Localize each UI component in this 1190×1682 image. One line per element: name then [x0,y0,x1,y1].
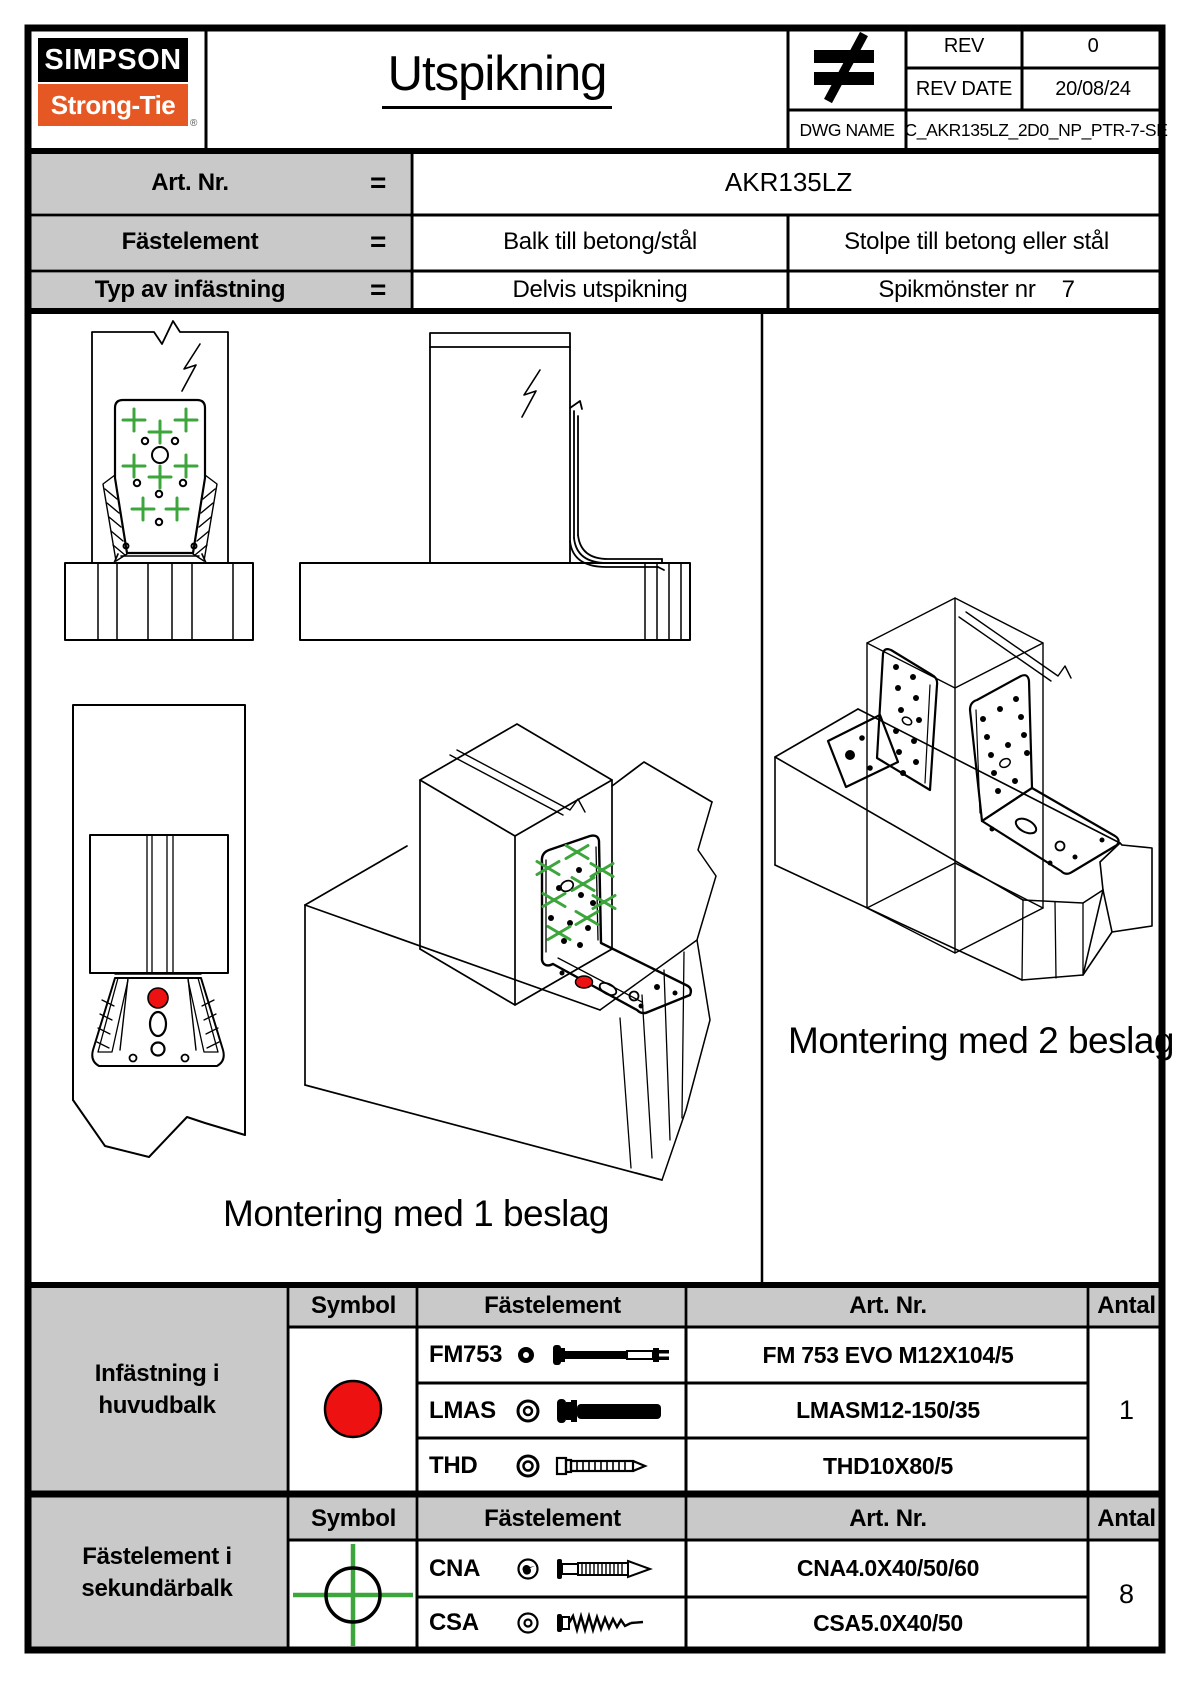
table-secondary-section-cell [28,1496,286,1649]
fastener-code: CSA [429,1609,479,1636]
nail-pattern-number: 7 [1061,276,1075,303]
table-main-header-fastener: Fästelement [484,1291,621,1319]
beam-break-bands [620,952,684,1168]
artnr-row-equals: = [369,167,387,198]
bracket-profile [570,401,664,570]
artnr-row-value: AKR135LZ [724,166,853,197]
rev-value: 0 [1087,35,1099,57]
logo-simpson [38,38,188,82]
table-row [421,1438,692,1494]
table-main-header-symbol: Symbol [311,1291,396,1319]
caption-double-bracket: Montering med 2 beslag [788,1020,1174,1061]
section-line2: huvudbalk [98,1391,216,1419]
fastener-code: FM753 [429,1341,503,1368]
rev-date-value: 20/08/24 [1055,77,1131,100]
iso-single-bracket-drawing [290,690,760,1190]
bracket-holes [980,696,1030,794]
screw-csa-icon [553,1605,689,1641]
bracket-iso [537,836,691,1014]
dwg-name-label: DWG NAME [799,120,895,140]
nail-pattern-label: Spikmönster nr [878,276,1036,303]
table-main-header-artnr: Art. Nr. [849,1291,927,1319]
logo-strongtie [38,84,188,126]
nail-cna-icon [553,1551,689,1587]
fastener-code: CNA [429,1554,481,1582]
type-value-left: Delvis utspikning [512,276,688,303]
post-section [90,835,228,973]
table-row [421,1540,692,1597]
nail-marker-crosshairs [537,846,615,940]
artnr-value: CNA4.0X40/50/60 [796,1555,980,1581]
washer-filled-icon [513,1337,539,1373]
artnr-value: FM 753 EVO M12X104/5 [762,1341,1014,1368]
nail-marker-crosshairs [123,409,197,520]
beam-break-bands [1022,900,1083,980]
fastener-value-right: Stolpe till betong eller stål [844,228,1109,255]
anchor-thd-icon [553,1448,689,1484]
logo-simpson-text: SIMPSON [44,43,182,76]
fastener-row-equals: = [369,226,387,257]
type-value-right [788,271,1165,309]
artnr-row-label: Art. Nr. [151,169,229,196]
beam-section [65,563,253,640]
table-secondary-header-fastener: Fästelement [484,1504,621,1532]
dwg-name-value: C_AKR135LZ_2D0_NP_PTR-7-SE [904,120,1168,140]
post-groove [450,750,585,815]
beam-end-tab [1083,843,1152,975]
fastener-code: THD [429,1452,478,1479]
iso-double-bracket-drawing [770,555,1162,995]
plan-view-drawing [55,700,267,1175]
table-row [421,1383,692,1438]
sheet-title-text: Utspikning [382,46,613,109]
artnr-value: LMASM12-150/35 [796,1397,980,1423]
fastener-value-left: Balk till betong/stål [503,228,697,255]
section-line1: Fästelement i [82,1543,232,1571]
table-secondary-header-symbol: Symbol [311,1504,396,1532]
beam-plan-outline [73,705,245,1157]
break-symbol [522,370,540,417]
anchor-marker-red-dot [148,988,168,1008]
front-view-drawing [58,313,270,645]
post-groove [959,612,1071,681]
screw-head-icon [513,1605,543,1641]
registered-mark: ® [190,118,198,129]
symbol-anchor-red-dot [292,1329,415,1490]
post-outline [430,333,570,563]
logo-strongtie-text: Strong-Tie [50,89,176,120]
fastener-row-label: Fästelement [121,228,259,255]
symbol-nail-crosshair [292,1542,415,1648]
washer-ring-icon [513,1393,543,1429]
sheet-title [210,38,784,116]
not-equal-icon [800,28,894,106]
post-wireframe [867,598,1071,953]
anchor-marker-red-dot [576,976,593,988]
bolt-fm753-icon [549,1337,685,1373]
table-secondary-header-artnr: Art. Nr. [849,1504,927,1532]
break-symbol [182,344,200,391]
section-line1: Infästning i [94,1360,220,1388]
table-row [421,1327,692,1383]
rev-date-label: REV DATE [915,77,1013,100]
bracket-plan [92,974,224,1066]
table-main-section-cell [28,1287,286,1492]
beam-iso [305,762,716,1180]
nail-head-icon [513,1551,543,1587]
type-row-equals: = [369,274,387,305]
side-view-drawing [288,313,700,645]
rev-label: REV [943,35,985,57]
fastener-code: LMAS [429,1396,496,1424]
table-main-header-qty: Antal [1097,1291,1156,1319]
table-row [421,1597,692,1649]
bolt-lmas-icon [553,1393,689,1429]
post-iso [420,724,612,1005]
table-main-qty: 1 [1118,1395,1135,1425]
bracket-right [970,675,1119,874]
bracket-base-edge [114,554,206,563]
washer-ring-icon [513,1448,543,1484]
artnr-value: THD10X80/5 [823,1452,953,1479]
artnr-value: CSA5.0X40/50 [813,1609,963,1636]
table-secondary-header-qty: Antal [1097,1504,1156,1532]
beam-section [300,563,690,640]
section-line2: sekundärbalk [81,1574,233,1602]
table-secondary-qty: 8 [1118,1579,1135,1609]
caption-single-bracket: Montering med 1 beslag [223,1193,609,1234]
type-row-label: Typ av infästning [94,276,286,303]
